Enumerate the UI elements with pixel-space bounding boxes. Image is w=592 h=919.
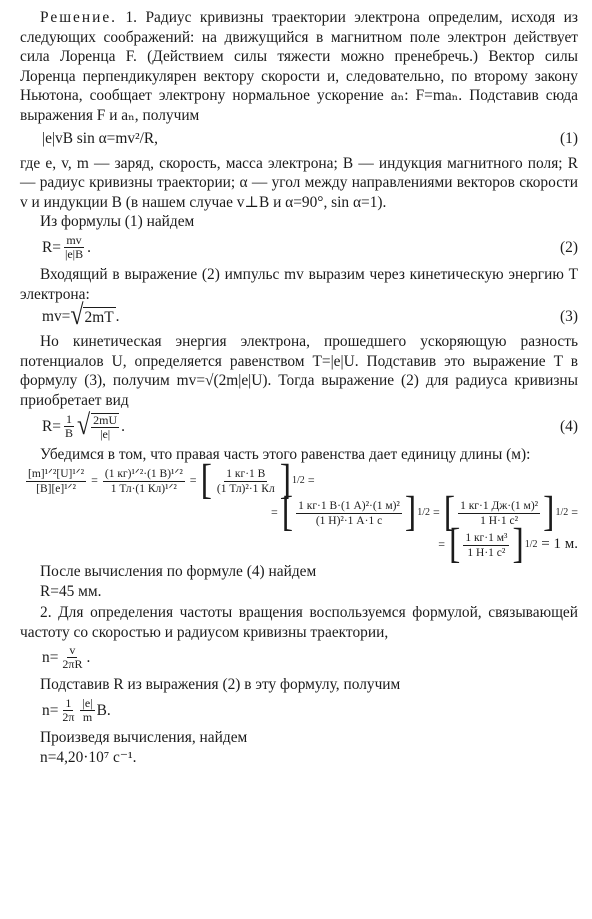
equation-4-number: (4) [560,417,578,435]
paragraph-6: Убедимся в том, что правая часть этого равенства дает единицу длины (м): [40,445,531,463]
fraction-numerator: 1 кг·1 Дж·(1 м)² [460,499,539,512]
left-bracket: [ [449,521,461,568]
equation-6-fraction-1 [60,697,76,724]
equation-5-lhs: n= [42,649,59,667]
fraction-denominator: 1 Н·1 с² [480,514,519,527]
equation-3-radicand: 2mT [84,308,114,326]
paragraph-4: Входящий в выражение (2) импульс mv выразим через кинетическую энергию T электрона: [20,265,578,303]
equation-5-fraction [60,644,84,671]
equation-3-number: (3) [560,308,578,326]
right-bracket: ] [512,521,524,568]
unit-fraction-5 [458,499,540,528]
result-radius: R=45 мм. [40,582,102,600]
equation-1-body: |e|vB sin α=mv²/R, [42,129,159,147]
solution-heading: Решение. [40,9,118,26]
exponent: 1/2 [555,507,569,519]
sqrt-sign: √ [70,300,84,332]
unit-result: = 1 м. [541,536,578,553]
fraction-denominator: [B][e]¹ᐟ² [36,482,76,495]
unit-fraction-1 [26,467,86,496]
fraction-denominator: 1 Тл·(1 Кл)¹ᐟ² [110,482,177,495]
equation-4-tail: . [121,417,125,435]
equation-6-lhs: n= [42,701,59,719]
paragraph-text: 1. Радиус кривизны траектории электрона определим, исходя из следующих соображений: на движущийся в магнитном поле электрон действует сила Лоренца F. (Действием силы тяжести можно пренебречь.) Вектор силы Лоренца перпендикулярен вектору скорости и, следовательно, по второму закону Ньютона, сообщает электрону нормальное ускорение aₙ: F=maₙ. Подставив сюда выражения F и aₙ, получим [20,9,578,124]
unit-fraction-3 [215,467,277,496]
equation-1 [20,128,578,150]
equation-2-lhs: R= [42,238,61,256]
fraction-numerator: v [69,643,76,658]
fraction-denominator: 2π [62,710,75,725]
right-bracket: ] [543,489,555,536]
fraction-denominator: (1 Тл)²·1 Кл [216,482,275,495]
equation-2-fraction [63,234,85,261]
fraction-numerator: 1 кг·1 м³ [465,531,508,544]
paragraph-7: После вычисления по формуле (4) найдем [40,563,317,581]
sqrt-sign: √ [76,409,91,442]
fraction-denominator: (1 Н)²·1 А·1 с [315,514,383,527]
equation-4-lhs: R= [42,417,61,435]
equation-5 [20,644,578,671]
right-bracket: ] [404,489,417,536]
fraction-numerator: 1 кг·1 В·(1 А)²·(1 м)² [298,499,400,512]
left-bracket: [ [200,457,212,504]
result-frequency: n=4,20·10⁷ с⁻¹. [40,748,137,766]
equation-3-lhs: mv= [42,308,71,326]
paragraph-5: Но кинетическая энергия электрона, прошедшего ускоряющую разность потенциалов U, определяется равенством T=|e|U. Подставив это выражение T в формулу (3), получим mv=√(2m|e|U). Тогда выражение (2) для радиуса кривизны приобретает вид [20,333,578,409]
equation-6-tail: B. [96,701,111,719]
fraction-denominator: B [64,426,73,440]
equation-1-number: (1) [560,129,578,147]
equation-2-tail: . [87,238,91,256]
equation-2 [20,234,578,261]
unit-check-line-1: $\frac{\text{[m]¹ᐟ²[U]¹ᐟ²}}{\text{[B][e]¹ᐟ²}}$ = $\frac{\text{(1 кг)¹ᐟ²·(1 В)¹ᐟ²}}{\text{1 Тл·(1 Кл)¹ᐟ²}}$ = [ $\frac{1 кг\cdot 1 В}{\text{(1 Тл)²·1 Кл}}$ ] 1/2 = [28,457,315,504]
exponent: 1/2 [524,539,538,551]
fraction-numerator: [m]¹ᐟ²[U]¹ᐟ² [28,467,85,480]
fraction-denominator: 2πR [62,657,83,672]
fraction-numerator: (1 кг)¹ᐟ²·(1 В)¹ᐟ² [104,467,183,480]
unit-fraction-4 [296,499,402,528]
unit-fraction-6 [463,531,509,560]
fraction-numerator: mv [66,232,82,247]
unit-check-line-3: = [ $\frac{\text{1 кг·1 м³}}{\text{1 Н·1 с²}}$ ] 1/2 = 1 м. [438,521,578,568]
paragraph-3: Из формулы (1) найдем [40,213,195,231]
equation-3-tail: . [115,308,120,326]
equation-4-fraction [63,413,75,440]
paragraph-9: Подставив R из выражения (2) в эту формулу, получим [40,676,401,694]
equation-2-number: (2) [560,238,578,256]
right-bracket: ] [279,457,292,504]
solution-paragraph-1 [20,8,578,126]
unit-check-line-2: = [ $\frac{\text{1 кг·1 В·(1 А)²·(1 м)²}}{\text{(1 Н)²·1 А·1 с}}$ ] 1/2 = [ $\frac{\text{1 кг·1 Дж·(1 м)²}}{\text{1 Н·1 с²}}$ ] 1/2 = [271,489,578,536]
fraction-numerator: 2mU [93,412,118,427]
fraction-denominator: m [82,710,93,725]
equation-6 [20,697,578,724]
left-bracket: [ [443,489,456,536]
exponent: 1/2 [292,475,305,487]
equation-4-root-fraction [91,413,119,441]
paragraph-2: где e, v, m — заряд, скорость, масса электрона; B — индукция магнитного поля; R — радиус кривизны траектории; α — угол между направлениями векторов скорости v и индукции B (в нашем случае v⊥B и α=90°, sin α=1). [20,154,578,211]
left-bracket: [ [281,489,294,536]
fraction-denominator: |e| [100,426,111,441]
paragraph-8: 2. Для определения частоты вращения воспользуемся формулой, связывающей частоту со скоростью и радиусом кривизны траектории, [20,604,578,641]
equation-6-fraction-2 [80,697,94,724]
fraction-numerator: |e| [82,696,93,711]
paragraph-10: Произведя вычисления, найдем [40,729,248,747]
fraction-numerator: 1 кг·1 В [226,467,266,480]
unit-fraction-2 [103,467,185,496]
fraction-numerator: 1 [65,412,72,426]
equation-5-tail: . [86,649,91,667]
fraction-denominator: 1 Н·1 с² [467,546,506,559]
fraction-numerator: 1 [65,696,72,711]
equation-3 [20,300,578,332]
fraction-denominator: |e|B [64,246,84,261]
equation-4 [20,409,578,442]
exponent: 1/2 [417,507,430,519]
